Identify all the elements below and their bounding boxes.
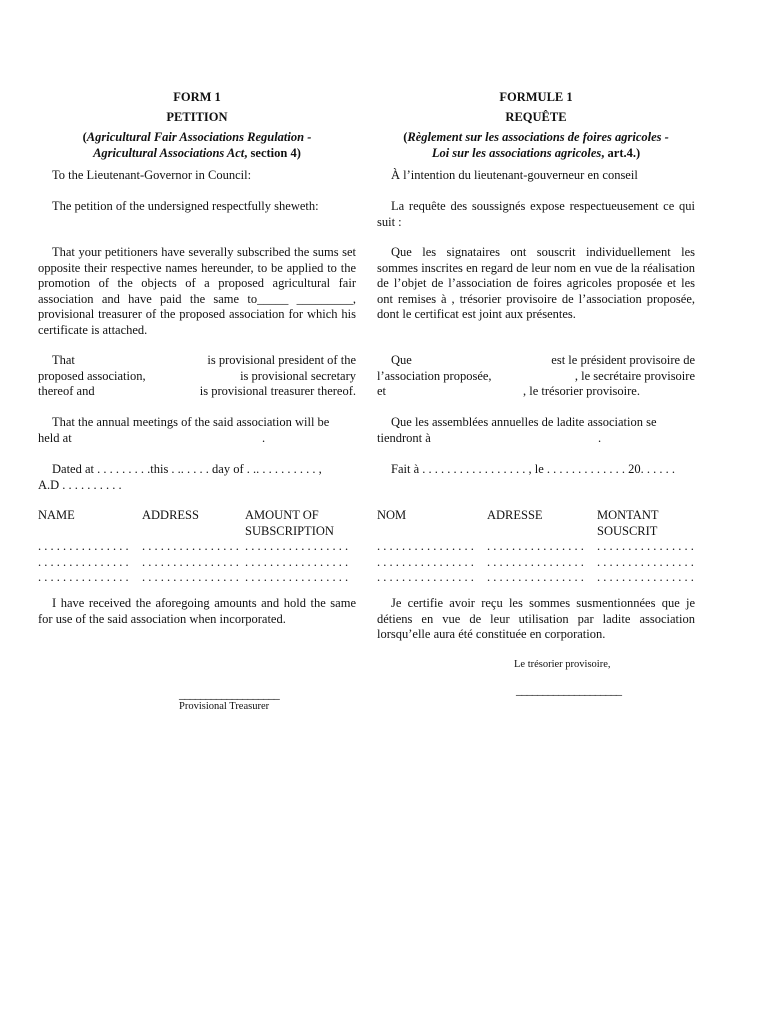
column-address: ADRESSE [487,508,543,522]
table-row: . . . . . . . . . . . . . . . . . . . . . . . . . . . . . . . . . . . . . . . . . . . . . . . . [377,539,694,553]
signature-line: ____________________ [516,682,621,697]
signature-line: ___________________ [179,687,279,701]
french-column [377,90,695,697]
intro-statement: The petition of the undersigned respectfully sheweth: [52,199,319,213]
signature-label: Le trésorier provisoire, [514,659,611,670]
petition-paragraph: That your petitioners have severally subscribed the sums set opposite their respective names hereunder, to be applied to the promotion of the objects of a proposed agricultural fair association and have paid the same to_____ _________, provisional treasurer of the proposed association for which his certificate is attached. [38,245,356,337]
column-name: NAME [38,508,75,522]
addressee: À l’intention du lieutenant-gouverneur en conseil [391,168,638,182]
addressee: To the Lieutenant-Governor in Council: [52,168,252,182]
signature-block [38,687,356,714]
signature-label: Provisional Treasurer [179,700,270,712]
table-row: . . . . . . . . . . . . . . . . . . . . . . . . . . . . . . . . . . . . . . . . . . . . . . . . [377,570,694,584]
form-title: PETITION [166,110,228,124]
intro-statement: La requête des soussignés expose respectueusement ce qui suit : [377,199,695,229]
form-title: REQUÊTE [505,110,567,124]
subscription-table [377,508,695,586]
receipt-statement: Je certifie avoir reçu les sommes susmentionnées que je détiens en vue de leur utilisation par ladite association lorsqu’elle aura été constituée en corporation. [377,596,695,641]
table-row: . . . . . . . . . . . . . . . . . . . . . . . . . . . . . . . . . . . . . . . . . . . . . . . . [38,554,349,569]
column-amount: MONTANT [597,508,659,522]
table-row: . . . . . . . . . . . . . . . . . . . . . . . . . . . . . . . . . . . . . . . . . . . . . . . . [38,539,349,553]
regulation-reference: (Agricultural Fair Associations Regulation - Agricultural Associations Act, section 4) [82,130,312,160]
petition-paragraph: Que les signataires ont souscrit individuellement les sommes inscrites en regard de leur nom en vue de la réalisation de l’objet de l’association de foires agricoles proposée et les ont remises à , trésorier provisoire de l’association proposée, dont le certificat est joint aux présentes. [377,245,695,321]
table-header-cont: SOUSCRIT [597,523,658,538]
table-row: . . . . . . . . . . . . . . . . . . . . . . . . . . . . . . . . . . . . . . . . . . . . . . . . [38,570,349,584]
table-header-cont: SUBSCRIPTION [245,523,334,538]
receipt-statement: I have received the aforegoing amounts and hold the same for use of the said association when incorporated. [38,596,356,626]
column-amount: AMOUNT OF [245,508,319,522]
officers-paragraph: Que est le président provisoire de l’association proposée, , le secrétaire provisoire et , le trésorier provisoire. [377,353,695,398]
column-name: NOM [377,508,407,522]
dated-line: Dated at . . . . . . . . .this . .. . . . . day of . .. . . . . . . . . . , A.D . . . . . . . . . . [38,462,322,492]
table-header [377,508,695,524]
column-address: ADDRESS [142,508,199,522]
regulation-reference: (Règlement sur les associations de foires agricoles - Loi sur les associations agricoles, art.4.) [403,130,669,160]
english-column [38,90,356,712]
signature-block [377,657,695,698]
meetings-paragraph: That the annual meetings of the said association will be held at . [38,415,330,445]
table-header [38,508,356,524]
officers-paragraph: That is provisional president of the proposed association, is provisional secretary thereof and is provisional treasurer thereof. [38,353,356,398]
meetings-paragraph: Que les assemblées annuelles de ladite association se tiendront à . [377,415,657,445]
form-number: FORMULE 1 [499,90,573,104]
dated-line: Fait à . . . . . . . . . . . . . . . . . , le . . . . . . . . . . . . . 20. . . . . . [391,462,676,476]
form-number: FORM 1 [173,90,221,104]
subscription-table [38,508,356,586]
table-row: . . . . . . . . . . . . . . . . . . . . . . . . . . . . . . . . . . . . . . . . . . . . . . . . [377,554,694,569]
